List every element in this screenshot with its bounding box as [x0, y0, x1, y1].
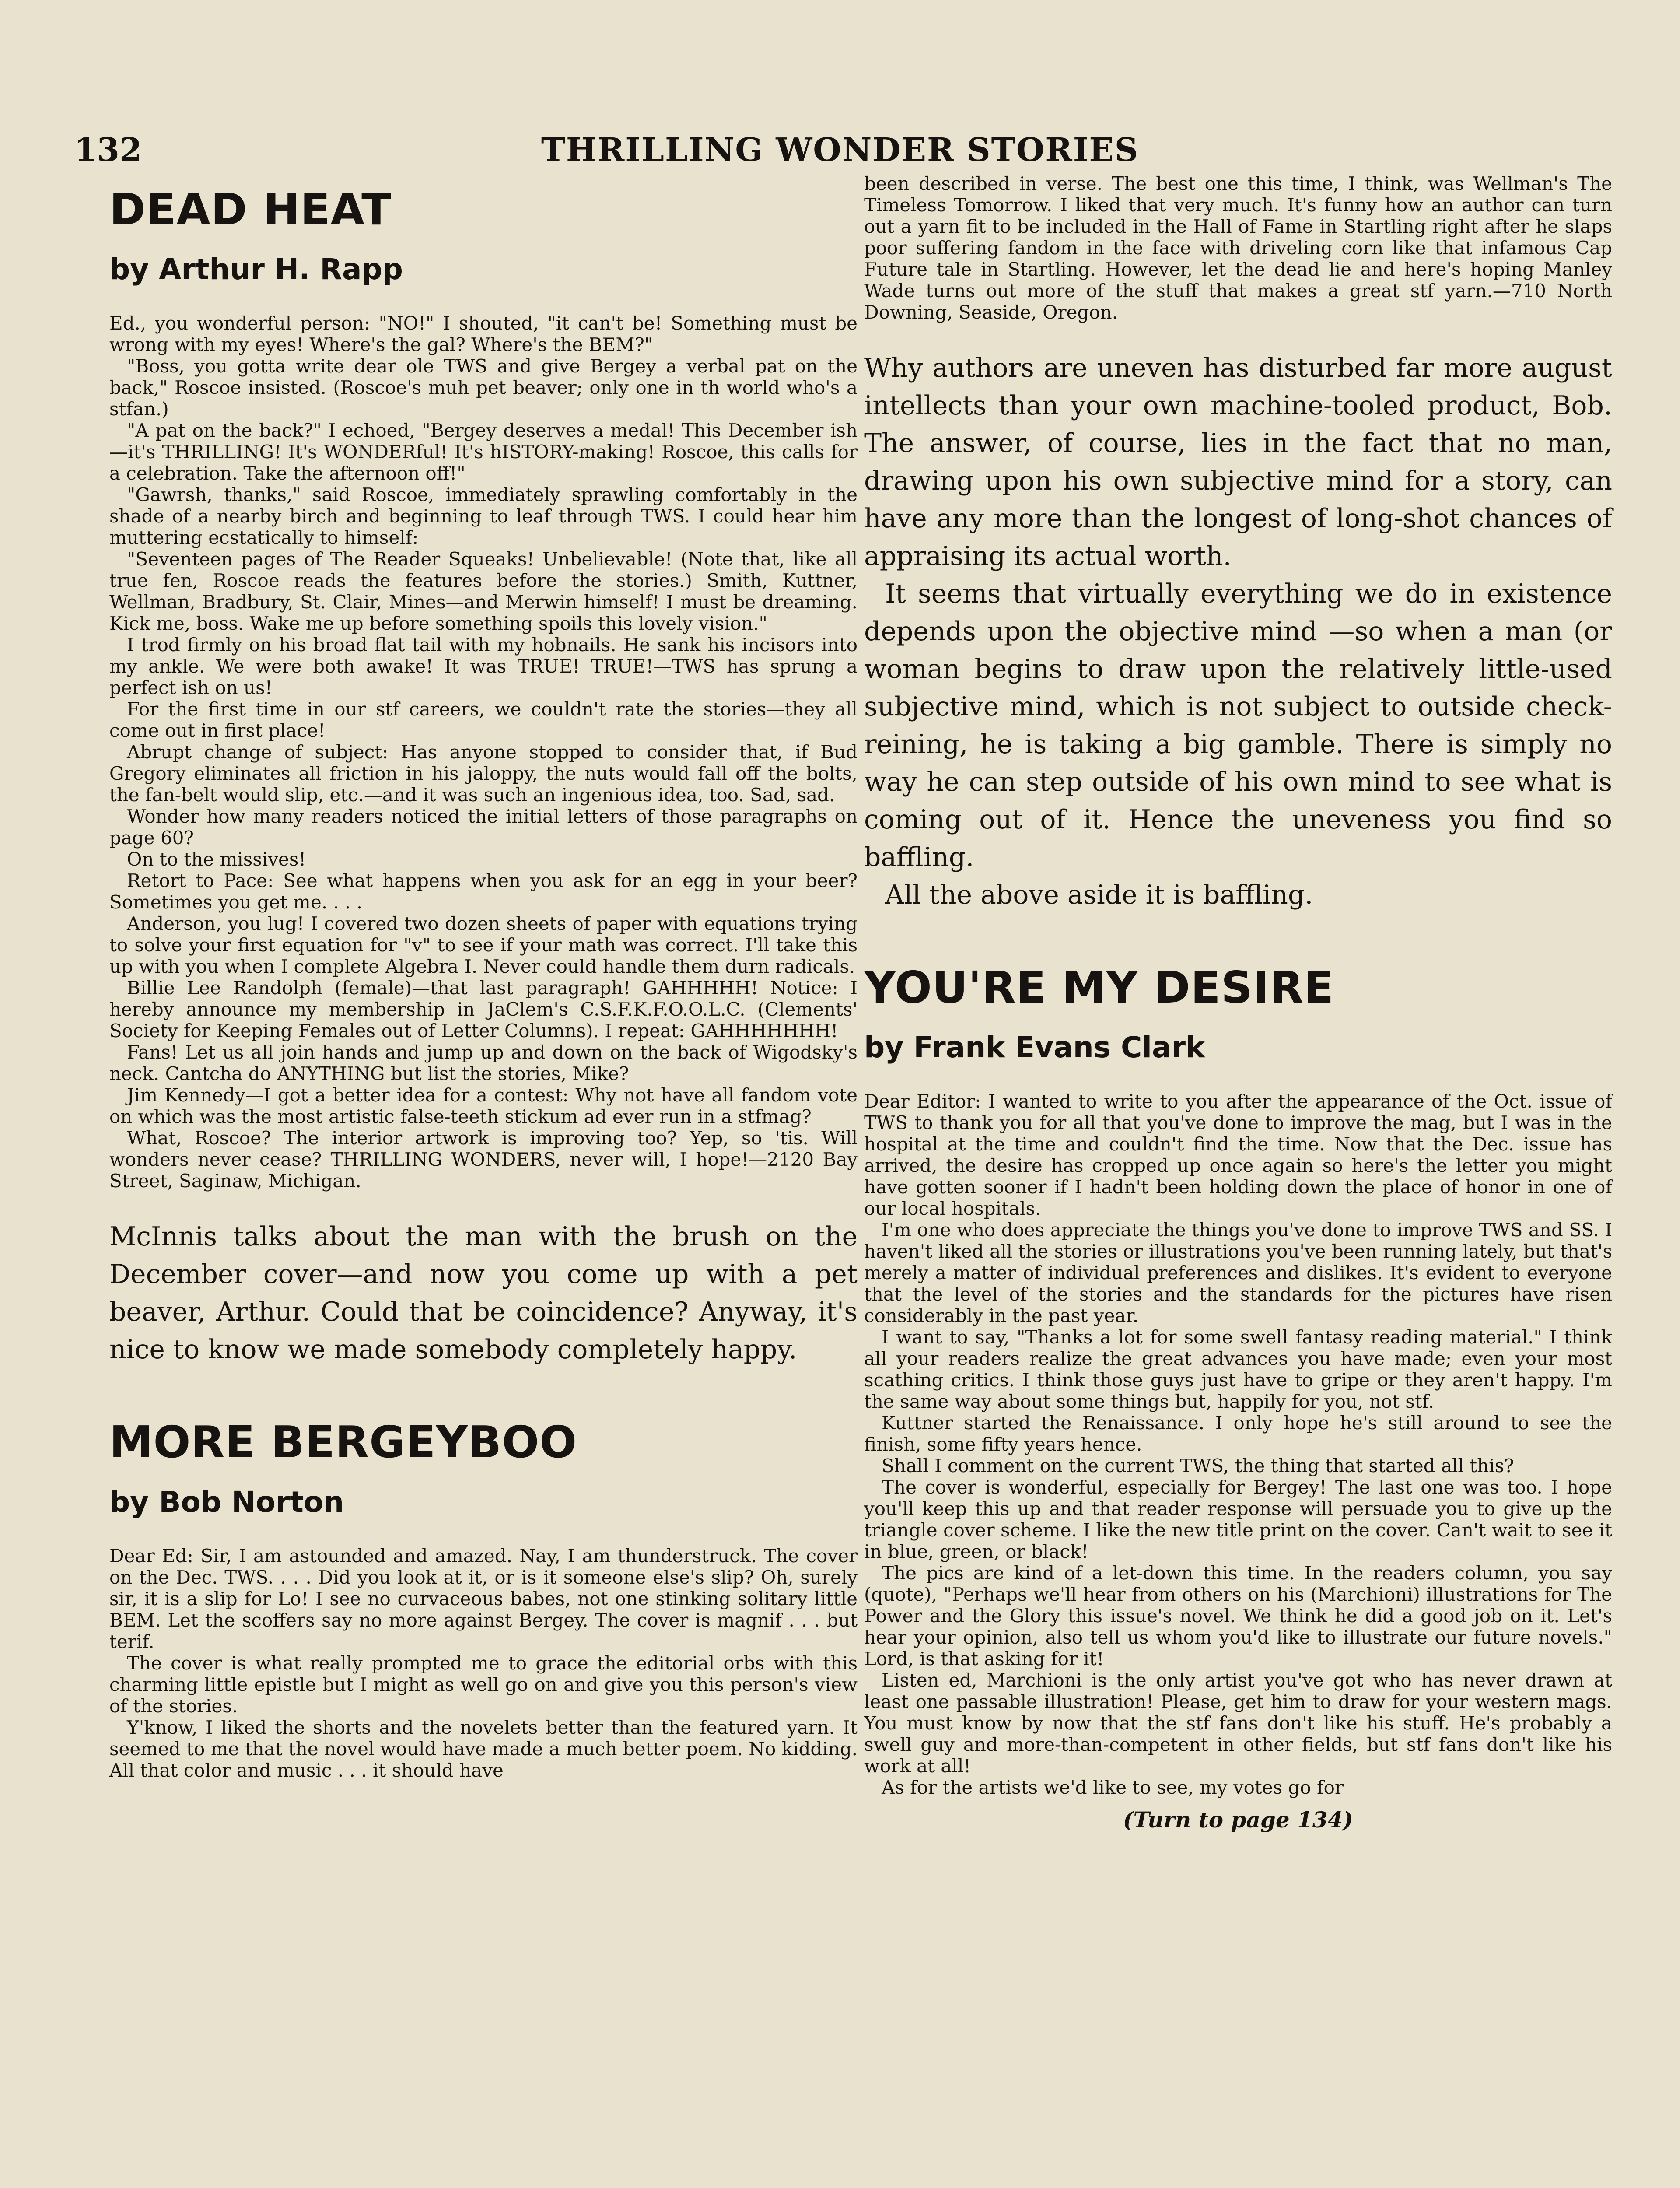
letter-paragraph: Jim Kennedy—I got a better idea for a contest: Why not have all fandom vote on which was the most artistic false-teeth stickum ad ever run in a stfmag?	[109, 1084, 858, 1127]
letter-paragraph: The cover is what really prompted me to grace the editorial orbs with this charming little epistle but I might as well go on and give you this person's view of the stories.	[109, 1652, 858, 1717]
letter-paragraph: Listen ed, Marchioni is the only artist you've got who has never drawn at least one passable illustration! Please, get him to draw for your western mags. You must know by now that the stf fans don't like his stuff. He's probably a swell guy and more-than-competent in other fields, but stf fans don't like his work at all!	[864, 1669, 1612, 1777]
letter-paragraph: I'm one who does appreciate the things you've done to improve TWS and SS. I haven't liked all the stories or illustrations you've been running lately, but that's merely a matter of individual preferences and dislikes. It's evident to everyone that the level of the stories and the standards for the pictures have risen considerably in the past year.	[864, 1219, 1612, 1326]
right-column	[864, 173, 1612, 1833]
letter-paragraph: Abrupt change of subject: Has anyone stopped to consider that, if Bud Gregory eliminates all friction in his jaloppy, the nuts would fall off the bolts, the fan-belt would slip, etc.—and it was such an ingenious idea, too. Sad, sad.	[109, 741, 858, 806]
reply-paragraph: It seems that virtually everything we do in existence depends upon the objective mind —so when a man (or woman begins to draw upon the relatively little-used subjective mind, which is not subject to outside check-reining, he is taking a big gamble. There is simply no way he can step outside of his own mind to see what is coming out of it. Hence the uneveness you find so baffling.	[864, 579, 1612, 873]
letter-paragraph: Ed., you wonderful person: "NO!" I shouted, "it can't be! Something must be wrong with my eyes! Where's the gal? Where's the BEM?"	[109, 312, 858, 355]
letter-paragraph: been described in verse. The best one this time, I think, was Wellman's The Timeless Tomorrow. I liked that very much. It's funny how an author can turn out a yarn fit to be included in the Hall of Fame in Startling right after he slaps poor suffering fandom in the face with driveling corn like that infamous Cap Future tale in Startling. However, let the dead lie and here's hoping Manley Wade turns out more of the stuff that makes a great stf yarn.—710 North Downing, Seaside, Oregon.	[864, 173, 1612, 323]
letter-paragraph: Wonder how many readers noticed the initial letters of those paragraphs on page 60?	[109, 806, 858, 849]
letter-paragraph: Retort to Pace: See what happens when you ask for an egg in your beer? Sometimes you get me. . . .	[109, 870, 858, 913]
letter-paragraph: For the first time in our stf careers, we couldn't rate the stories—they all come out in first place!	[109, 698, 858, 741]
letter-paragraph: I trod firmly on his broad flat tail with my hobnails. He sank his incisors into my ankle. We were both awake! It was TRUE! TRUE!—TWS has sprung a perfect ish on us!	[109, 634, 858, 698]
letter-paragraph: Shall I comment on the current TWS, the thing that started all this?	[882, 1455, 1514, 1476]
letter-paragraph: "Seventeen pages of The Reader Squeaks! Unbelievable! (Note that, like all true fen, Roscoe reads the features before the stories.) Smith, Kuttner, Wellman, Bradbury, St. Clair, Mines—and Merwin himself! I must be dreaming. Kick me, boss. Wake me up before something spoils this lovely vision."	[109, 548, 858, 634]
letter-paragraph: Anderson, you lug! I covered two dozen sheets of paper with equations trying to solve your first equation for "v" to see if your math was correct. I'll take this up with you when I complete Algebra I. Never could handle them durn radicals.	[109, 913, 858, 977]
letter-paragraph: On to the missives!	[127, 849, 306, 870]
letter-paragraph: "A pat on the back?" I echoed, "Bergey deserves a medal! This December ish—it's THRILLING! It's WONDERful! It's hISTORY-making! Roscoe, this calls for a celebration. Take the afternoon off!"	[109, 420, 858, 484]
letter-paragraph: Kuttner started the Renaissance. I only hope he's still around to see the finish, some fifty years hence.	[864, 1412, 1612, 1455]
page-number: 132	[74, 131, 142, 169]
letter-paragraph: Y'know, I liked the shorts and the novelets better than the featured yarn. It seemed to me that the novel would have made a much better poem. No kidding. All that color and music . . . it should have	[109, 1717, 858, 1781]
editor-reply	[864, 349, 1612, 914]
reader-letter-continued	[864, 173, 1612, 323]
reader-letter	[109, 312, 858, 1192]
editor-reply	[109, 1218, 858, 1368]
reader-letter	[109, 1545, 858, 1781]
article-title: MORE BERGEYBOO	[109, 1417, 578, 1468]
letter-paragraph: Billie Lee Randolph (female)—that last paragraph! GAHHHHH! Notice: I hereby announce my membership in JaClem's C.S.F.K.F.O.O.L.C. (Clements' Society for Keeping Females out of Letter Columns). I repeat: GAHHHHHHH!	[109, 977, 858, 1041]
letter-paragraph: What, Roscoe? The interior artwork is improving too? Yep, so 'tis. Will wonders never cease? THRILLING WONDERS, never will, I hope!—2120 Bay Street, Saginaw, Michigan.	[109, 1127, 858, 1192]
article-byline: by Frank Evans Clark	[864, 1031, 1205, 1064]
letter-paragraph: As for the artists we'd like to see, my votes go for	[882, 1777, 1344, 1798]
article-title: YOU'RE MY DESIRE	[864, 962, 1334, 1013]
reply-paragraph: McInnis talks about the man with the brush on the December cover—and now you come up with a pet beaver, Arthur. Could that be coincidence? Anyway, it's nice to know we made somebody completely happy.	[109, 1221, 858, 1365]
reply-paragraph: Why authors are uneven has disturbed far more august intellects than your own machine-tooled product, Bob. The answer, of course, lies in the fact that no man, drawing upon his own subjective mind for a story, can have any more than the longest of long-shot chances of appraising its actual worth.	[864, 353, 1612, 572]
article-title: DEAD HEAT	[109, 184, 392, 235]
letter-paragraph: "Boss, you gotta write dear ole TWS and give Bergey a verbal pat on the back," Roscoe insisted. (Roscoe's muh pet beaver; only one in th world who's a stfan.)	[109, 355, 858, 420]
article-byline: by Bob Norton	[109, 1485, 344, 1519]
letter-paragraph: Fans! Let us all join hands and jump up and down on the back of Wigodsky's neck. Cantcha do ANYTHING but list the stories, Mike?	[109, 1041, 858, 1084]
running-header	[74, 131, 1606, 179]
magazine-title: THRILLING WONDER STORIES	[541, 131, 1139, 169]
letter-paragraph: I want to say, "Thanks a lot for some swell fantasy reading material." I think all your readers realize the great advances you have made; even your most scathing critics. I think those guys just have to gripe or they aren't happy. I'm the same way about some things but, happily for you, not stf.	[864, 1326, 1612, 1412]
letter-paragraph: The cover is wonderful, especially for Bergey! The last one was too. I hope you'll keep this up and that reader response will persuade you to give up the triangle cover scheme. I like the new title print on the cover. Can't wait to see it in blue, green, or black!	[864, 1476, 1612, 1562]
letter-paragraph: Dear Ed: Sir, I am astounded and amazed. Nay, I am thunderstruck. The cover on the Dec. TWS. . . . Did you look at it, or is it someone else's slip? Oh, surely sir, it is a slip for Lo! I see no curvaceous babes, not one stinking solitary little BEM. Let the scoffers say no more against Bergey. The cover is magnif . . . but terif.	[109, 1545, 858, 1652]
letter-paragraph: Dear Editor: I wanted to write to you after the appearance of the Oct. issue of TWS to thank you for all that you've done to improve the mag, but I was in the hospital at the time and couldn't find the time. Now that the Dec. issue has arrived, the desire has cropped up once again so here's the letter you might have gotten sooner if I hadn't been holding down the place of honor in one of our local hospitals.	[864, 1090, 1612, 1219]
left-column	[109, 175, 858, 1781]
reply-paragraph: All the above aside it is baffling.	[885, 880, 1313, 910]
continuation-note: (Turn to page 134)	[1123, 1807, 1354, 1833]
letter-paragraph: The pics are kind of a let-down this time. In the readers column, you say (quote), "Perhaps we'll hear from others on his (Marchioni) illustrations for The Power and the Glory this issue's novel. We think he did a good job on it. Let's hear your opinion, also tell us whom you'd like to illustrate our future novels." Lord, is that asking for it!	[864, 1562, 1612, 1669]
reader-letter	[864, 1090, 1612, 1798]
letter-paragraph: "Gawrsh, thanks," said Roscoe, immediately sprawling comfortably in the shade of a nearby birch and beginning to leaf through TWS. I could hear him muttering ecstatically to himself:	[109, 484, 858, 548]
article-byline: by Arthur H. Rapp	[109, 252, 403, 286]
